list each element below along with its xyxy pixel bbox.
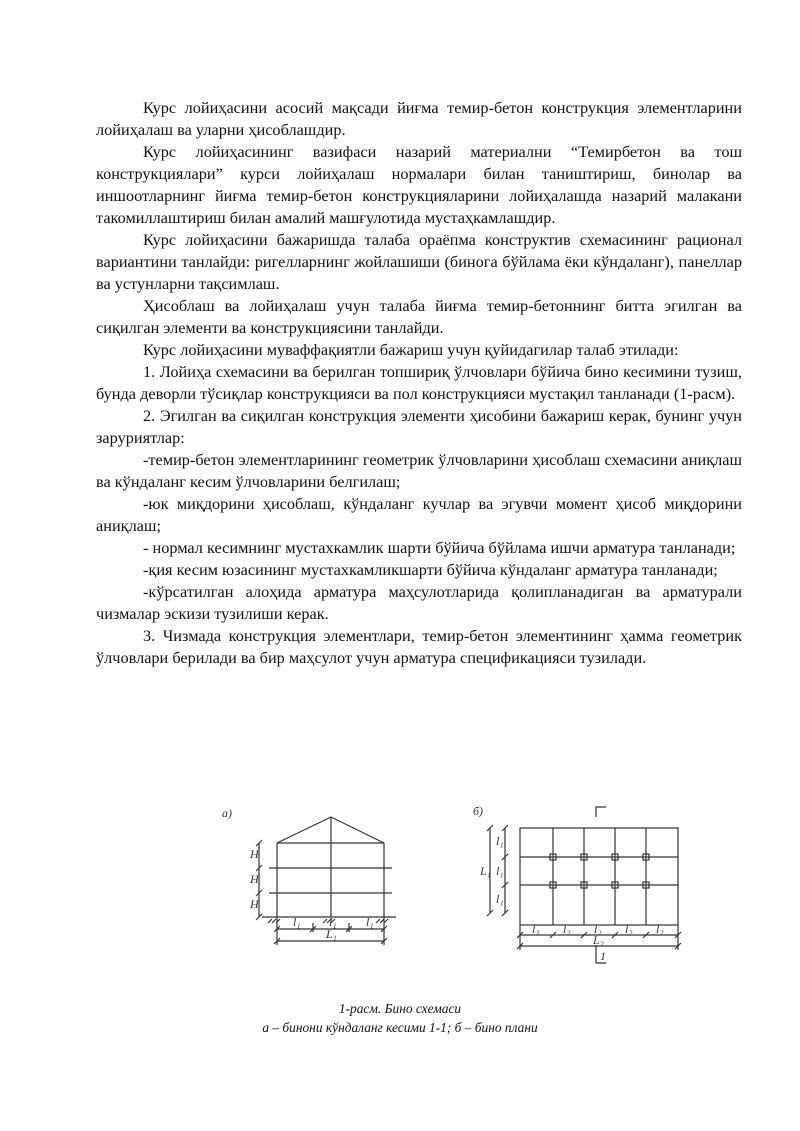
paragraph-item-1: 1. Лойиҳа схемасини ва берилган топшириқ ўлчовлари бўйича бино кесимини тузиш, бунда деворли тўсиқлар конструкцияси ва пол конструкцияси мустақил танланади (1-расм). [96, 362, 742, 403]
paragraph-elements: Ҳисоблаш ва лойиҳалаш учун талаба йиғма темир-бетоннинг битта эгилган ва сиқилган элементи ва конструкциясини танлайди. [96, 296, 742, 337]
caption-title: 1-расм. Бино схемаси [338, 1001, 462, 1016]
paragraph-task: Курс лойиҳасининг вазифаси назарий материални “Темирбетон ва тош конструкциялари” курси лойиҳалаш нормалари билан таништириш, бинолар ва иншоотларнинг йиғма темир-бетон конструкцияларини лойиҳалашда назарий малакани такомиллаштириш билан амалий машғулотида мустаҳкамлашдир. [96, 142, 742, 227]
figure-label-a: а) [222, 806, 232, 820]
body-text [96, 97, 742, 669]
figure-label-b: б) [473, 804, 484, 818]
dim-b-l1-mid: l₁ [496, 864, 504, 878]
dim-b-l2-5: l₂ [656, 922, 664, 936]
dim-h-3: H [250, 897, 259, 911]
paragraph-item-3: 3. Чизмада конструкция элементлари, темир-бетон элементининг ҳамма геометрик ўлчовлари берилади ва бир маҳсулот учун арматура спецификацияси тузилади. [96, 626, 742, 667]
dim-b-l2-1: l₂ [532, 922, 540, 936]
dim-b-L2: L₂ [593, 933, 604, 947]
dim-a-L1: L₁ [326, 927, 337, 941]
paragraph-subitem-loads: -юк миқдорини ҳисоблаш, кўндаланг кучлар ва эгувчи момент ҳисоб миқдорини аниқлаш; [96, 494, 742, 535]
dim-b-l2-2: l₂ [563, 922, 571, 936]
paragraph-item-2: 2. Эгилган ва сиқилган конструкция элементи ҳисобини бажариш керак, бунинг учун заруриятлар: [96, 406, 742, 447]
paragraph-subitem-transverse: -қия кесим юзасининг мустахкамликшарти бўйича кўндаланг арматура танланади; [143, 560, 718, 579]
dim-h-2: H [250, 872, 259, 886]
dim-h-1: H [250, 847, 259, 861]
plan-drawing [487, 807, 681, 963]
building-scheme-figure [0, 795, 800, 995]
dim-a-l1-left: l₁ [293, 915, 301, 929]
paragraph-requirements: Курс лойиҳасини муваффақиятли бажариш учун қуйидагилар талаб этилади: [143, 340, 679, 359]
dim-b-l1-bottom: l₁ [496, 892, 504, 906]
section-mark-label: 1 [600, 949, 606, 963]
cross-section-drawing [256, 817, 396, 945]
dim-b-L1: L₁ [480, 864, 491, 878]
paragraph-subitem-longitudinal: - нормал кесимнинг мустахкамлик шарти бўйича бўйлама ишчи арматура танланади; [143, 538, 736, 557]
paragraph-subitem-geometry: -темир-бетон элементларининг геометрик ўлчовларини ҳисоблаш схемасини аниқлаш ва кўндаланг кесим ўлчовларини белгилаш; [96, 450, 742, 491]
dim-b-l1-top: l₁ [496, 834, 504, 848]
dim-a-l1-center: l₁ [329, 915, 337, 929]
dim-b-l2-4: l₂ [625, 922, 633, 936]
building-scheme-drawing [0, 795, 800, 995]
paragraph-subitem-sketch: -кўрсатилган алоҳида арматура маҳсулотларида қолипланадиган ва арматурали чизмалар эскизи тузилиши керак. [96, 582, 742, 623]
figure-caption [0, 999, 800, 1037]
dim-a-l1-right: l₁ [366, 915, 374, 929]
paragraph-goal: Курс лойиҳасини асосий мақсади йиғма темир-бетон конструкция элементларини лойиҳалаш ва уларни ҳисоблашдир. [96, 98, 742, 139]
dim-b-l2-3: l₂ [594, 922, 602, 936]
paragraph-variant: Курс лойиҳасини бажаришда талаба ораёпма конструктив схемасининг рационал вариантини танлайди: ригелларнинг жойлашиши (бинога бўйлама ёки кўндаланг), панеллар ва устунларни тақсимлаш. [96, 230, 742, 293]
caption-description: а – бинони кўндаланг кесими 1-1; б – бино плани [262, 1020, 538, 1035]
